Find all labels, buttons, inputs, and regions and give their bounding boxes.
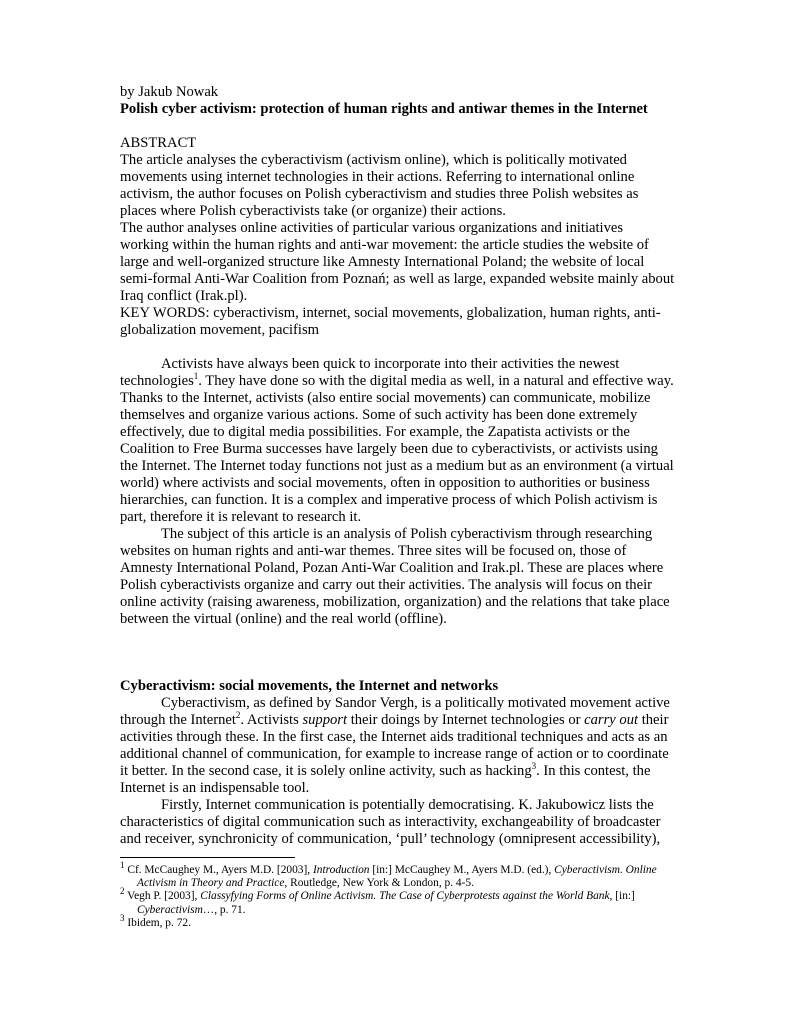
author-line: by Jakub Nowak	[120, 84, 219, 100]
abstract-heading: ABSTRACT	[120, 135, 197, 151]
abstract-paragraph-2: The author analyses online activities of particular various organizations and initiatives working within the human rights and anti-war movement: the article studies the website of large and well-organized structure like Amnesty International Poland; the website of local semi-formal Anti-War Coalition from Poznań; as well as large, expanded website mainly about Iraq conflict (Irak.pl).	[120, 220, 675, 304]
footnote-2: $^2$ Vegh P. [2003], Classyfying Forms of Online Activism. The Case of Cyberprotests against the World Bank, [in:] Cyberactivism…, p. 71.	[120, 886, 635, 916]
section-paragraph-1: Cyberactivism, as defined by Sandor Vergh, is a politically motivated movement active through the Internet$^2$. Activists support their doings by Internet technologies or carry out their activities through these. In the first case, the Internet aids traditional techniques and acts as an additional channel of communication, for example to increase range of action or to coordinate it better. In the second case, it is solely online activity, such as hacking$^3$. In this contest, the Internet is an indispensable tool.	[120, 695, 670, 796]
footnote-ref-3[interactable]: 3	[531, 761, 537, 772]
footnote-ref-2[interactable]: 2	[235, 710, 241, 721]
section-paragraph-2: Firstly, Internet communication is potentially democratising. K. Jakubowicz lists the characteristics of digital communication such as interactivity, exchangeability of broadcaster and receiver, synchronicity of communication, ‘pull’ technology (omnipresent accessibility),	[120, 797, 661, 847]
footnote-3: $^3$ Ibidem, p. 72.	[120, 913, 191, 929]
footnote-divider	[120, 857, 295, 858]
paper-title: Polish cyber activism: protection of human rights and antiwar themes in the Internet	[120, 101, 648, 117]
intro-paragraph-2: The subject of this article is an analysis of Polish cyberactivism through researching websites on human rights and anti-war themes. Three sites will be focused on, those of Amnesty International Poland, Pozan Anti-War Coalition and Irak.pl. These are places where Polish cyberactivists organize and carry out their activities. The analysis will focus on their online activity (raising awareness, mobilization, organization) and the relations that take place between the virtual (online) and the real world (offline).	[120, 526, 670, 627]
footnote-1: $^1$ Cf. McCaughey M., Ayers M.D. [2003], Introduction [in:] McCaughey M., Ayers M.D. (ed.), Cyberactivism. Online Activism in Theory and Practice, Routledge, New York & London, p. 4-5.	[120, 860, 657, 890]
footnote-ref-1[interactable]: 1	[193, 371, 199, 382]
keywords: KEY WORDS: cyberactivism, internet, social movements, globalization, human rights, anti-globalization movement, pacifism	[120, 305, 661, 338]
abstract-paragraph-1: The article analyses the cyberactivism (activism online), which is politically motivated movements using internet technologies in their actions. Referring to international online activism, the author focuses on Polish cyberactivism and studies three Polish websites as places where Polish cyberactivists take (or organize) their actions.	[120, 152, 639, 219]
document-body	[120, 84, 675, 848]
intro-paragraph-1: Activists have always been quick to incorporate into their activities the newest technologies$^1$. They have done so with the digital media as well, in a natural and effective way. Thanks to the Internet, activists (also entire social movements) can communicate, mobilize themselves and organize various actions. Some of such activity has been done extremely effectively, due to digital media possibilities. For example, the Zapatista activists or the Coalition to Free Burma successes have largely been due to cyberactivists, or activists using the Internet. The Internet today functions not just as a medium but as an environment (a virtual world) where activists and social movements, often in opposition to authorities or business hierarchies, can function. It is a complex and imperative process of which Polish activism is part, therefore it is relevant to research it.	[120, 356, 674, 525]
footnotes	[120, 857, 680, 930]
section-heading: Cyberactivism: social movements, the Internet and networks	[120, 678, 499, 694]
